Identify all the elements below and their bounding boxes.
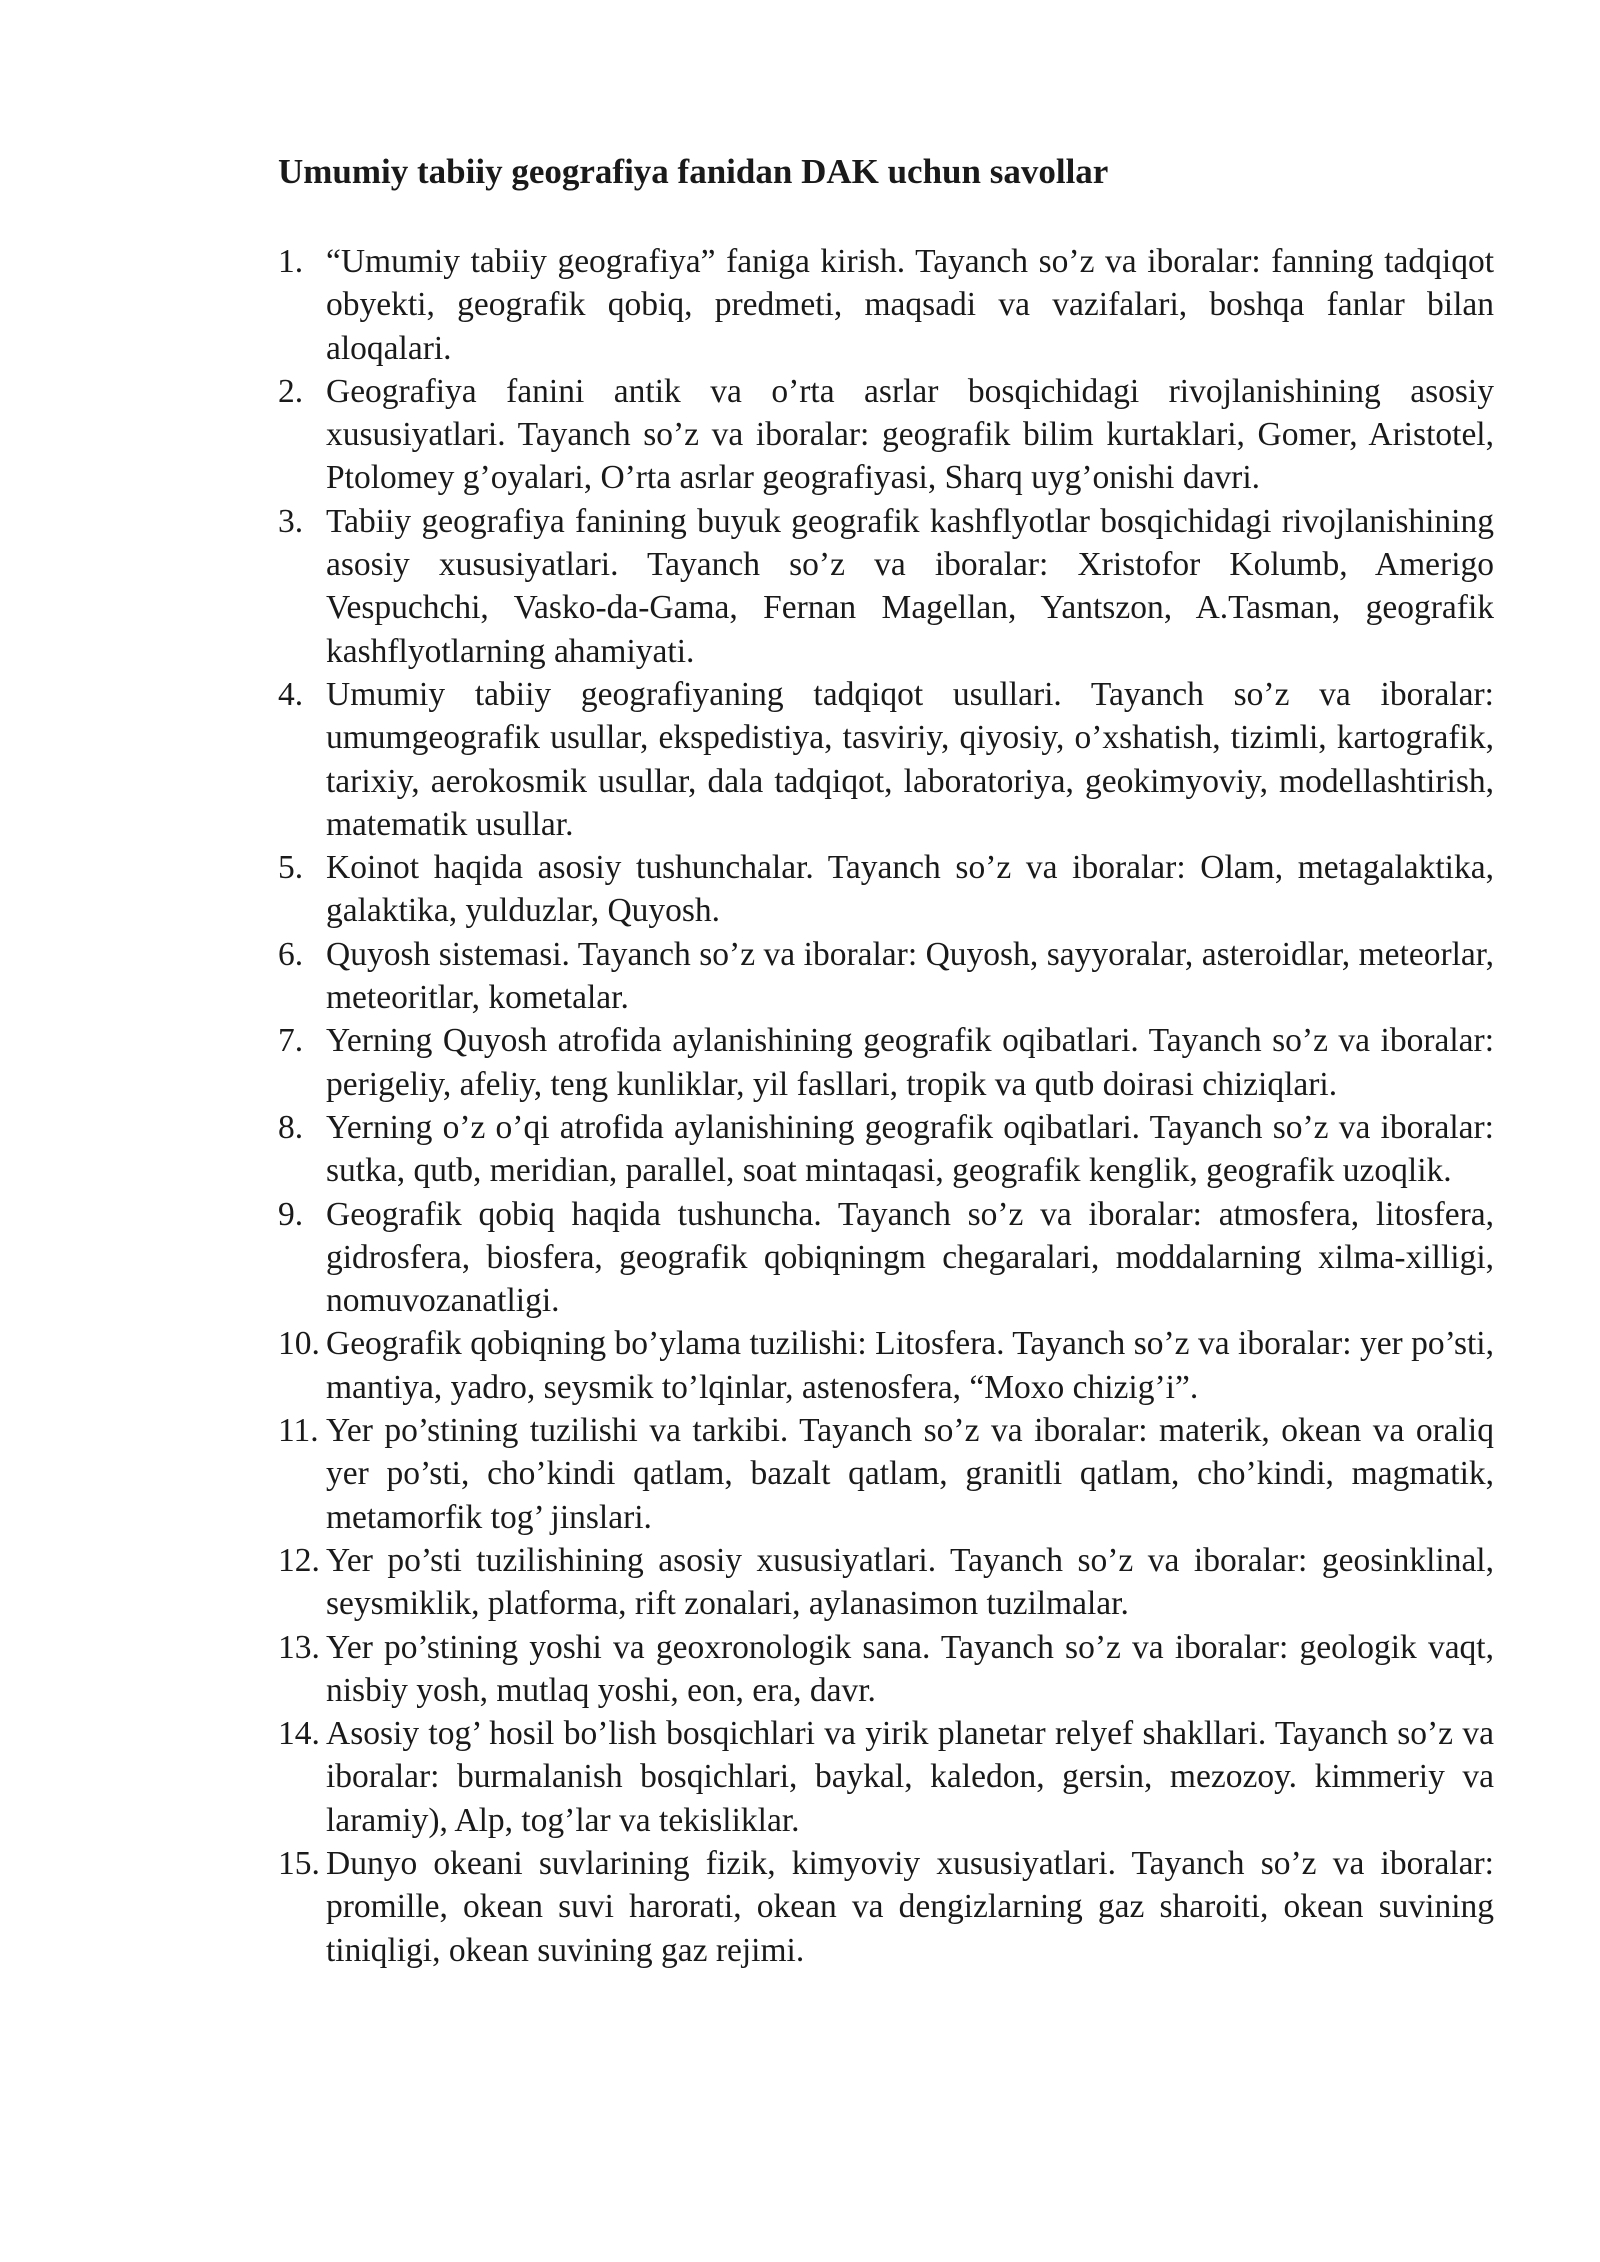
question-item-1 [278,240,1494,370]
question-number: 4. [278,675,304,713]
question-number: 14. [278,1715,320,1753]
question-number: 6. [278,935,304,973]
question-item-10 [278,1322,1494,1409]
question-number: 13. [278,1628,320,1666]
question-text: Tabiiy geografiya fanining buyuk geografik kashflyotlar bosqichidagi rivojlanishining asosiy xususiyatlari. Tayanch so’z va iboralar: Xristofor Kolumb, Amerigo Vespuchchi, Vasko-da-Gama, Fernan Magellan, Yantszon, A.Tasman, geografik kashflyotlarning ahamiyati. [326,502,1494,670]
question-number: 1. [278,243,304,280]
question-list [278,240,1494,1972]
question-number: 12. [278,1541,320,1579]
question-number: 11. [278,1412,319,1450]
question-text: Yer po’stining tuzilishi va tarkibi. Tayanch so’z va iboralar: materik, okean va oraliq yer po’sti, cho’kindi qatlam, bazalt qatlam, granitli qatlam, cho’kindi, magmatik, metamorfik tog’ jinslari. [326,1412,1494,1536]
question-item-14 [278,1712,1494,1842]
question-number: 3. [278,502,304,540]
question-text: Dunyo okeani suvlarining fizik, kimyoviy xususiyatlari. Tayanch so’z va iboralar: promille, okean suvi harorati, okean va dengizlarning gaz sharoiti, okean suvining tiniqligi, okean suvining gaz rejimi. [326,1844,1494,1969]
question-text: Geografiya fanini antik va o’rta asrlar bosqichidagi rivojlanishining asosiy xususiyatlari. Tayanch so’z va iboralar: geografik bilim kurtaklari, Gomer, Aristotel, Ptolomey g’oyalari, O’rta asrlar geografiyasi, Sharq uyg’onishi davri. [326,372,1494,497]
question-number: 5. [278,849,304,887]
question-item-11 [278,1409,1494,1539]
question-item-13 [278,1626,1494,1713]
question-item-7 [278,1019,1494,1106]
question-text: Quyosh sistemasi. Tayanch so’z va iboralar: Quyosh, sayyoralar, asteroidlar, meteorlar, meteoritlar, kometalar. [326,935,1494,1017]
question-text: “Umumiy tabiiy geografiya” faniga kirish. Tayanch so’z va iboralar: fanning tadqiqot obyekti, geografik qobiq, predmeti, maqsadi va vazifalari, boshqa fanlar bilan aloqalari. [326,243,1494,367]
question-number: 9. [278,1195,304,1233]
question-item-6 [278,933,1494,1020]
question-item-4 [278,673,1494,846]
question-text: Yer po’stining yoshi va geoxronologik sana. Tayanch so’z va iboralar: geologik vaqt, nisbiy yosh, mutlaq yoshi, eon, era, davr. [326,1628,1494,1709]
question-text: Geografik qobiqning bo’ylama tuzilishi: Litosfera. Tayanch so’z va iboralar: yer po’sti, mantiya, yadro, seysmik to’lqinlar, astenosfera, “Moxo chizig’i”. [326,1325,1494,1406]
question-number: 10. [278,1325,320,1363]
question-text: Yerning o’z o’qi atrofida aylanishining geografik oqibatlari. Tayanch so’z va iboralar: sutka, qutb, meridian, parallel, soat mintaqasi, geografik kenglik, geografik uzoqlik. [326,1108,1494,1190]
question-text: Yer po’sti tuzilishining asosiy xususiyatlari. Tayanch so’z va iboralar: geosinklinal, seysmiklik, platforma, rift zonalari, aylanasimon tuzilmalar. [326,1541,1494,1623]
question-number: 7. [278,1022,304,1060]
question-item-9 [278,1193,1494,1323]
question-text: Asosiy tog’ hosil bo’lish bosqichlari va yirik planetar relyef shakllari. Tayanch so’z va iboralar: burmalanish bosqichlari, baykal, kaledon, gersin, mezozoy. kimmeriy va laramiy), Alp, tog’lar va tekisliklar. [326,1715,1494,1839]
question-text: Yerning Quyosh atrofida aylanishining geografik oqibatlari. Tayanch so’z va iboralar: perigeliy, afeliy, teng kunliklar, yil fasllari, tropik va qutb doirasi chiziqlari. [326,1022,1494,1103]
question-text: Koinot haqida asosiy tushunchalar. Tayanch so’z va iboralar: Olam, metagalaktika, galaktika, yulduzlar, Quyosh. [326,849,1494,930]
question-item-12 [278,1539,1494,1626]
document-title: Umumiy tabiiy geografiya fanidan DAK uchun savollar [278,152,1109,191]
question-number: 2. [278,372,304,410]
question-item-5 [278,846,1494,933]
question-text: Umumiy tabiiy geografiyaning tadqiqot usullari. Tayanch so’z va iboralar: umumgeografik usullar, ekspedistiya, tasviriy, qiyosiy, o’xshatish, tizimli, kartografik, tarixiy, aerokosmik usullar, dala tadqiqot, laboratoriya, geokimyoviy, modellashtirish, matematik usullar. [326,675,1494,843]
question-item-3 [278,500,1494,673]
question-item-8 [278,1106,1494,1193]
question-number: 15. [278,1844,320,1882]
question-text: Geografik qobiq haqida tushuncha. Tayanch so’z va iboralar: atmosfera, litosfera, gidrosfera, biosfera, geografik qobiqningm chegaralari, moddalarning xilma-xilligi, nomuvozanatligi. [326,1195,1494,1320]
question-number: 8. [278,1108,304,1146]
question-item-15 [278,1842,1494,1972]
question-item-2 [278,370,1494,500]
